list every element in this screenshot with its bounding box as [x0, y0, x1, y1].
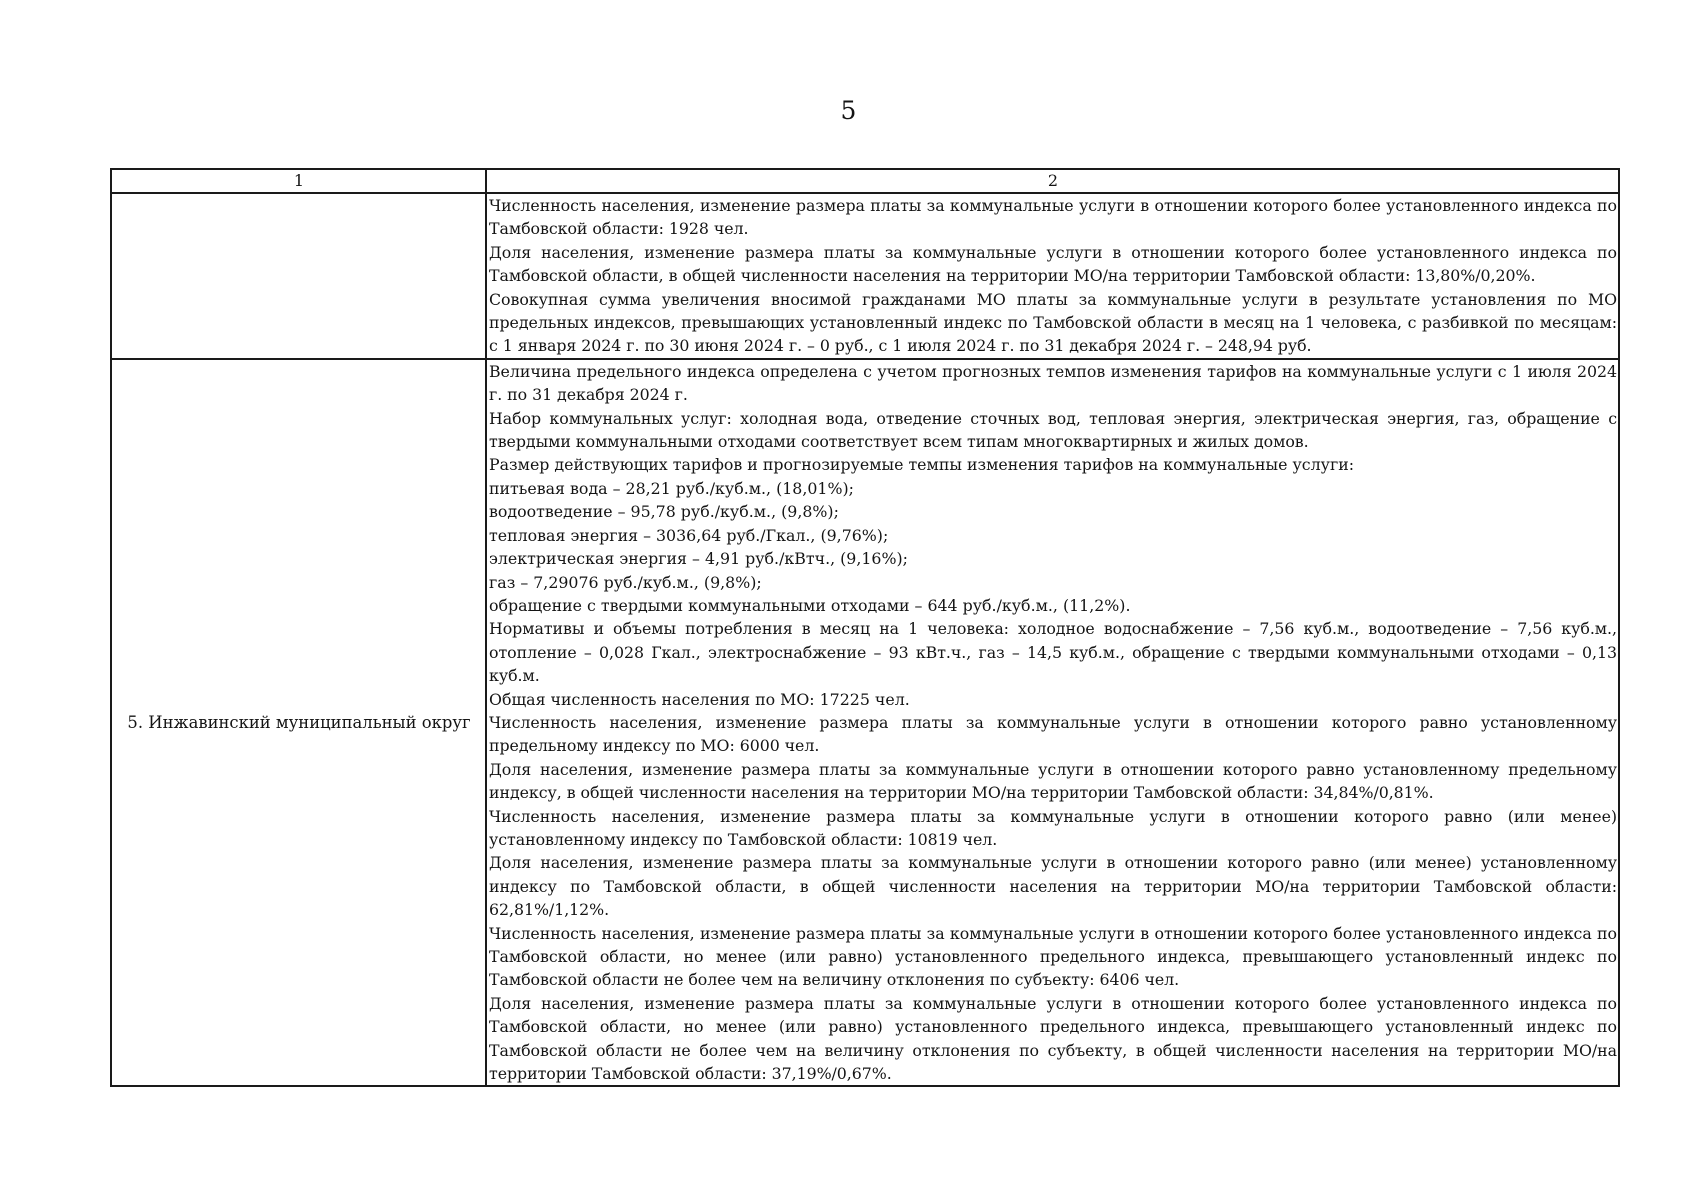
- details-cell: [486, 193, 1619, 359]
- utility-set-text: Набор коммунальных услуг: холодная вода, отведение сточных вод, тепловая энергия, электрическая энергия, газ, обращение с твердыми коммунальными отходами соответствует всем типам многоквартирных и жилых домов.: [489, 408, 1617, 452]
- tariff-item: питьевая вода – 28,21 руб./куб.м., (18,01%);: [489, 478, 854, 498]
- tariff-item: газ – 7,29076 руб./куб.м., (9,8%);: [489, 572, 762, 592]
- share-above-index-text: Доля населения, изменение размера платы за коммунальные услуги в отношении которого более установленного индекса по Тамбовской области, в общей численности населения на территории МО/на территории Тамбовской области: 13,80%/0,20%.: [489, 242, 1617, 286]
- tariff-item: электрическая энергия – 4,91 руб./кВтч., (9,16%);: [489, 549, 908, 569]
- table-row: [111, 193, 1619, 359]
- column-header-1: 1: [111, 169, 486, 193]
- tariff-item: обращение с твердыми коммунальными отходами – 644 руб./куб.м., (11,2%).: [489, 595, 1131, 615]
- share-below-index-text: Доля населения, изменение размера платы за коммунальные услуги в отношении которого равно (или менее) установленному индексу по Тамбовской области, в общей численности населения на территории МО/на территории Тамбовской области: 62,81%/1,12%.: [489, 853, 1617, 920]
- details-cell: [486, 359, 1619, 1087]
- tariff-table: [110, 168, 1620, 1087]
- population-equal-limit-text: Численность населения, изменение размера платы за коммунальные услуги в отношении которого равно установленному предельному индексу по МО: 6000 чел.: [489, 712, 1617, 756]
- municipality-name: 5. Инжавинский муниципальный округ: [111, 359, 486, 1087]
- tariff-item: тепловая энергия – 3036,64 руб./Гкал., (9,76%);: [489, 525, 889, 545]
- table-row: [111, 359, 1619, 1087]
- population-below-index-text: Численность населения, изменение размера платы за коммунальные услуги в отношении которого равно (или менее) установленному индексу по Тамбовской области: 10819 чел.: [489, 806, 1617, 849]
- total-population-text: Общая численность населения по МО: 17225 чел.: [489, 689, 910, 709]
- population-above-index-text: Численность населения, изменение размера платы за коммунальные услуги в отношении которого более установленного индекса по Тамбовской области: 1928 чел.: [489, 196, 1617, 239]
- share-within-deviation-text: Доля населения, изменение размера платы за коммунальные услуги в отношении которого более установленного индекса по Тамбовской области, но менее (или равно) установленного предельного индекса, превышающего установленный индекс по Тамбовской области не более чем на величину отклонения по субъекту, в общей численности населения на территории МО/на территории Тамбовской области: 37,19%/0,67%.: [489, 993, 1617, 1084]
- tariffs-intro-text: Размер действующих тарифов и прогнозируемые темпы изменения тарифов на коммунальные услуги:: [489, 455, 1355, 475]
- tariff-item: водоотведение – 95,78 руб./куб.м., (9,8%);: [489, 502, 839, 522]
- consumption-norms-text: Нормативы и объемы потребления в месяц на 1 человека: холодное водоснабжение – 7,56 куб.м., водоотведение – 7,56 куб.м., отопление – 0,028 Гкал., электроснабжение – 93 кВт.ч., газ – 14,5 куб.м., обращение с твердыми коммунальными отходами – 0,13 куб.м.: [489, 619, 1617, 686]
- municipality-cell-empty: [111, 193, 486, 359]
- population-within-deviation-text: Численность населения, изменение размера платы за коммунальные услуги в отношении которого более установленного индекса по Тамбовской области, но менее (или равно) установленного предельного индекса, превышающего установленный индекс по Тамбовской области не более чем на величину отклонения по субъекту: 6406 чел.: [489, 923, 1617, 990]
- column-header-2: 2: [486, 169, 1619, 193]
- limit-index-text: Величина предельного индекса определена с учетом прогнозных темпов изменения тарифов на коммунальные услуги с 1 июля 2024 г. по 31 декабря 2024 г.: [489, 361, 1617, 405]
- page-number: 5: [840, 96, 857, 125]
- share-equal-limit-text: Доля населения, изменение размера платы за коммунальные услуги в отношении которого равно установленному предельному индексу, в общей численности населения на территории МО/на территории Тамбовской области: 34,84%/0,81%.: [489, 759, 1617, 803]
- table-header-row: [111, 169, 1619, 193]
- total-increase-sum-text: Совокупная сумма увеличения вносимой гражданами МО платы за коммунальные услуги в результате установления по МО предельных индексов, превышающих установленный индекс по Тамбовской области в месяц на 1 человека, с разбивкой по месяцам: с 1 января 2024 г. по 30 июня 2024 г. – 0 руб., с 1 июля 2024 г. по 31 декабря 2024 г. – 248,94 руб.: [489, 289, 1617, 356]
